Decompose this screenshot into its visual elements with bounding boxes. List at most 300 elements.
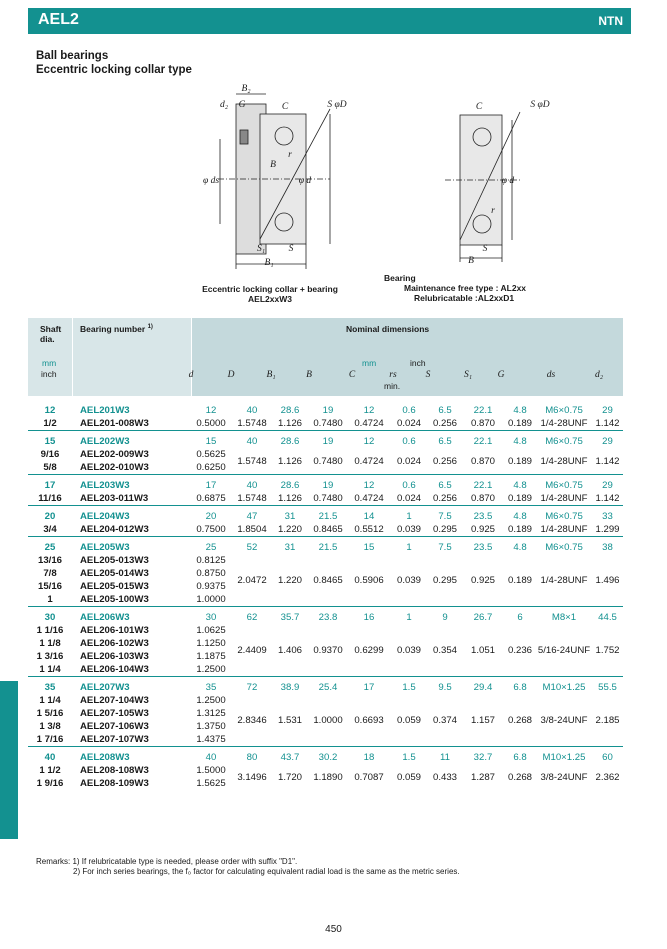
dim-d-cell: 1.3750 [196, 721, 226, 732]
dim-s1-cell: 23.5 [462, 506, 504, 524]
dim-g-cell: 0.189 [507, 455, 532, 467]
dim-d-cell: 1.1250 [196, 638, 226, 649]
rdiag-label-b: B [468, 256, 474, 266]
bearing-number-cell: AEL207-105W3 [80, 708, 149, 719]
shaft-dia-cell: 1 5/16 [36, 708, 64, 719]
table-row [28, 400, 623, 417]
shaft-dia-cell: 1 3/16 [36, 651, 64, 662]
dim-c-cell: 17 [348, 677, 390, 695]
shaft-dia-cell: 11/16 [38, 493, 62, 504]
bearing-number-cell: AEL207-106W3 [80, 721, 149, 732]
dim-b-cell: 21.5 [308, 506, 348, 524]
bearing-number-cell: AEL202-010W3 [80, 462, 149, 473]
table-row [28, 607, 623, 625]
hdr-shaft: Shaft [40, 324, 62, 334]
caption-left-line2: AEL2xxW3 [248, 294, 292, 304]
hdr-dia: dia. [40, 334, 55, 344]
dim-b-cell: 21.5 [308, 537, 348, 555]
dim-s-cell: 7.5 [428, 506, 462, 524]
dim-s-cell: 9 [428, 607, 462, 625]
bearing-number-cell: AEL208-109W3 [80, 778, 149, 789]
dim-ds-cell: 1/4-28UNF [540, 418, 588, 429]
dim-d-cell: 47 [232, 506, 272, 524]
table-row [28, 677, 623, 695]
caption-left-line1: Eccentric locking collar + bearing [202, 284, 338, 294]
bearing-number-cell: AEL205-014W3 [80, 568, 149, 579]
dim-b-cell: 0.8465 [313, 524, 343, 535]
col-ds: ds [546, 370, 556, 380]
dim-b-cell: 19 [322, 405, 334, 416]
dim-s-cell: 6.5 [438, 405, 452, 416]
shaft-dia-cell: 1 3/8 [39, 721, 61, 732]
dim-d2-cell: 29 [592, 431, 623, 449]
dim-d-cell: 1.2500 [196, 695, 226, 706]
diag-label-d2: d₂ [219, 100, 229, 110]
dim-ds-cell: 3/8-24UNF [540, 771, 588, 783]
dim-s-cell: 6.5 [428, 475, 462, 493]
dim-c-cell: 14 [348, 506, 390, 524]
dim-b1-cell: 1.531 [277, 714, 302, 726]
dim-b-cell: 25.4 [308, 677, 348, 695]
header-title: AEL2 [38, 11, 79, 28]
col-C: C [348, 370, 356, 380]
dim-g-cell: 4.8 [513, 405, 527, 416]
dim-ds-cell: M10×1.25 [536, 747, 592, 765]
dim-s1-cell: 0.870 [470, 493, 495, 504]
bearing-number-cell: AEL205-015W3 [80, 581, 149, 592]
dim-c-cell: 18 [348, 747, 390, 765]
rdiag-label-r: r [491, 206, 495, 216]
table-row [28, 624, 623, 637]
col-d: d [188, 370, 194, 380]
dim-d-cell: 1.0625 [196, 625, 226, 636]
col-S: S [425, 370, 431, 380]
dim-d-cell: 2.8346 [237, 714, 267, 726]
dim-ds-cell: 1/4-28UNF [540, 574, 588, 586]
dim-ds-cell: 3/8-24UNF [540, 714, 588, 726]
dim-s1-cell: 0.925 [470, 524, 495, 535]
dim-d-cell: 0.9375 [196, 581, 226, 592]
dim-c-cell: 15 [348, 537, 390, 555]
dim-b-cell: 1.0000 [313, 714, 343, 726]
table-row [28, 448, 623, 461]
bearing-number-cell: AEL203-011W3 [80, 493, 149, 504]
caption-left [190, 284, 350, 304]
dim-d-cell: 40 [232, 475, 272, 493]
diag-label-sd: S φD [327, 100, 347, 110]
dim-b1-cell: 31 [272, 537, 308, 555]
dim-ds-cell: 5/16-24UNF [537, 644, 591, 656]
dim-s1-cell: 22.1 [473, 405, 493, 416]
dim-s1-cell: 1.157 [470, 714, 495, 726]
dim-s-cell: 0.256 [432, 493, 457, 504]
table-header [28, 318, 623, 396]
caption-right-line1: Bearing [384, 273, 416, 283]
dim-d-cell: 0.7500 [196, 524, 226, 535]
dim-d-cell: 1.1875 [196, 651, 226, 662]
dim-rs-cell: 0.024 [396, 493, 421, 504]
dim-d2-cell: 33 [592, 506, 623, 524]
hdr-shaft-mm: mm [42, 358, 57, 368]
hdr-inch: inch [410, 358, 426, 368]
dim-b-cell: 19 [308, 431, 348, 449]
rdiag-label-sd: S φD [530, 100, 550, 110]
dim-ds-cell: 1/4-28UNF [540, 524, 588, 535]
dim-b1-cell: 35.7 [272, 607, 308, 625]
table-row [28, 492, 623, 506]
dim-ds-cell: M6×0.75 [536, 506, 592, 524]
dim-d-cell: 1.5748 [237, 493, 267, 504]
dim-s1-cell: 1.287 [470, 771, 495, 783]
subtitle-line1: Ball bearings [36, 50, 109, 62]
dim-s-cell: 9.5 [428, 677, 462, 695]
dim-d2-cell: 2.362 [595, 771, 620, 783]
remark-2: 2) For inch series bearings, the f₀ factor for calculating equivalent radial load is the same as the metric series. [73, 867, 460, 876]
bearing-number-cell: AEL207-104W3 [80, 695, 149, 706]
dim-b1-cell: 1.126 [277, 493, 302, 504]
dim-d-cell: 1.5748 [237, 455, 267, 467]
shaft-dia-cell: 1 1/16 [36, 625, 64, 636]
dim-rs-cell: 1.5 [390, 677, 428, 695]
dim-d-cell: 72 [232, 677, 272, 695]
dim-g-cell: 6 [504, 607, 536, 625]
dim-d2-cell: 1.142 [595, 455, 620, 467]
dim-g-cell: 4.8 [504, 506, 536, 524]
dim-s-cell: 0.256 [432, 418, 457, 429]
dim-b1-cell: 1.406 [277, 644, 302, 656]
dim-d-cell: 17 [190, 475, 232, 493]
dim-b-cell: 23.8 [308, 607, 348, 625]
dim-b-cell: 30.2 [308, 747, 348, 765]
dim-d-cell: 0.6875 [196, 493, 226, 504]
diag-label-d: φ d [298, 176, 312, 186]
remark-1: Remarks: 1) If relubricatable type is needed, please order with suffix "D1". [36, 857, 298, 866]
dim-g-cell: 0.189 [507, 493, 532, 504]
dim-s-cell: 11 [428, 747, 462, 765]
col-B1: B₁ [266, 370, 276, 380]
shaft-dia-cell: 9/16 [40, 449, 60, 460]
dim-b-cell: 0.8465 [313, 574, 343, 586]
shaft-dia-cell: 1 1/4 [39, 664, 61, 675]
shaft-dia-cell: 35 [28, 677, 72, 695]
dim-b-cell: 0.7480 [313, 418, 343, 429]
dim-rs-cell: 1.5 [390, 747, 428, 765]
dim-d2-cell: 1.142 [595, 418, 620, 429]
dim-c-cell: 12 [348, 431, 390, 449]
dim-ds-cell: M6×0.75 [545, 405, 583, 416]
dim-d-cell: 20 [190, 506, 232, 524]
dim-b1-cell: 1.220 [277, 524, 302, 535]
dim-d-cell: 0.8750 [196, 568, 226, 579]
dim-d-cell: 1.5000 [196, 765, 226, 776]
bearing-number-cell: AEL204-012W3 [80, 524, 149, 535]
diag-label-b: B [270, 160, 276, 170]
dim-ds-cell: 1/4-28UNF [540, 493, 588, 504]
dim-g-cell: 6.8 [504, 747, 536, 765]
shaft-dia-cell: 1 [47, 594, 53, 605]
dim-rs-cell: 0.059 [396, 771, 421, 783]
dim-s1-cell: 22.1 [462, 475, 504, 493]
shaft-dia-cell: 1 1/2 [39, 765, 61, 776]
dim-s1-cell: 29.4 [462, 677, 504, 695]
dim-d-cell: 1.2500 [196, 664, 226, 675]
dim-b-cell: 0.9370 [313, 644, 343, 656]
dim-rs-cell: 0.039 [396, 574, 421, 586]
table-row [28, 694, 623, 707]
dim-d2-cell: 1.752 [595, 644, 620, 656]
dim-c-cell: 0.4724 [354, 418, 384, 429]
dim-d2-cell: 1.142 [595, 493, 620, 504]
dim-b1-cell: 1.126 [277, 455, 302, 467]
bearing-number-cell: AEL205-100W3 [80, 594, 149, 605]
shaft-dia-cell: 12 [44, 405, 56, 416]
caption-right [384, 273, 564, 303]
dimensions-table [28, 400, 623, 790]
table-row [28, 764, 623, 777]
bearing-number-cell: AEL201-008W3 [80, 418, 149, 429]
dim-c-cell: 12 [348, 475, 390, 493]
bearing-number-cell: AEL206-104W3 [80, 664, 149, 675]
dim-s1-cell: 1.051 [470, 644, 495, 656]
dim-ds-cell: M6×0.75 [536, 537, 592, 555]
diag-label-b2: B₂ [241, 84, 251, 94]
dim-rs-cell: 0.039 [396, 524, 421, 535]
shaft-dia-cell: 1 9/16 [36, 778, 64, 789]
dim-d2-cell: 55.5 [592, 677, 623, 695]
dim-s1-cell: 23.5 [462, 537, 504, 555]
dim-d-cell: 80 [232, 747, 272, 765]
dim-g-cell: 4.8 [504, 431, 536, 449]
bearing-number-cell: AEL207-107W3 [80, 734, 149, 745]
dim-c-cell: 0.4724 [354, 493, 384, 504]
dim-rs-cell: 1 [390, 537, 428, 555]
dim-d-cell: 30 [190, 607, 232, 625]
dim-rs-cell: 0.039 [396, 644, 421, 656]
bearing-number-cell: AEL202W3 [72, 431, 190, 449]
dim-c-cell: 0.5512 [354, 524, 384, 535]
diag-label-b1: B₁ [264, 258, 274, 268]
col-rs-min: min. [384, 381, 401, 391]
dim-g-cell: 0.189 [507, 574, 532, 586]
dim-ds-cell: M10×1.25 [536, 677, 592, 695]
dim-g-cell: 0.236 [507, 644, 532, 656]
dim-s1-cell: 0.870 [470, 455, 495, 467]
dim-rs-cell: 0.059 [396, 714, 421, 726]
dim-d2-cell: 60 [592, 747, 623, 765]
dim-d2-cell: 1.496 [595, 574, 620, 586]
shaft-dia-cell: 30 [28, 607, 72, 625]
dim-rs-cell: 0.6 [390, 475, 428, 493]
bearing-number-cell: AEL206-103W3 [80, 651, 149, 662]
dim-d-cell: 40 [232, 431, 272, 449]
dim-s-cell: 7.5 [428, 537, 462, 555]
caption-right-line3: Relubricatable :AL2xxD1 [414, 293, 515, 303]
dim-g-cell: 0.189 [507, 418, 532, 429]
dim-b1-cell: 31 [272, 506, 308, 524]
diag-label-c: C [281, 102, 289, 112]
page-number: 450 [325, 924, 342, 935]
dim-d2-cell: 29 [602, 405, 613, 416]
col-G: G [497, 370, 505, 380]
dim-d-cell: 1.5625 [196, 778, 226, 789]
bearing-number-cell: AEL202-009W3 [80, 449, 149, 460]
shaft-dia-cell: 15 [28, 431, 72, 449]
bearing-number-cell: AEL207W3 [72, 677, 190, 695]
dim-d-cell: 62 [232, 607, 272, 625]
table-row [28, 475, 623, 493]
shaft-dia-cell: 1 1/8 [39, 638, 61, 649]
diag-label-r: r [288, 150, 292, 160]
dim-rs-cell: 0.6 [402, 405, 416, 416]
dim-ds-cell: 1/4-28UNF [540, 455, 588, 467]
dim-c-cell: 0.7087 [354, 771, 384, 783]
table-row [28, 417, 623, 431]
rdiag-label-s: S [482, 244, 488, 254]
dim-d-cell: 12 [205, 405, 217, 416]
dim-d-cell: 1.3125 [196, 708, 226, 719]
shaft-dia-cell: 15/16 [37, 581, 62, 592]
dim-rs-cell: 0.024 [396, 455, 421, 467]
dim-b1-cell: 28.6 [272, 431, 308, 449]
rdiag-label-c: C [475, 102, 483, 112]
hdr-bearing-number-text: Bearing number [80, 324, 146, 334]
hdr-mm: mm [362, 358, 377, 368]
dim-d-cell: 2.0472 [237, 574, 267, 586]
dim-rs-cell: 0.6 [390, 431, 428, 449]
shaft-dia-cell: 7/8 [43, 568, 57, 579]
dim-b1-cell: 1.220 [277, 574, 302, 586]
hdr-shaft-inch: inch [41, 369, 57, 379]
dim-s1-cell: 26.7 [462, 607, 504, 625]
dim-d-cell: 40 [190, 747, 232, 765]
diag-label-ds: φ ds [202, 176, 220, 186]
shaft-dia-cell: 17 [28, 475, 72, 493]
dim-s1-cell: 22.1 [462, 431, 504, 449]
hdr-nominal: Nominal dimensions [346, 324, 430, 334]
dim-s1-cell: 0.925 [470, 574, 495, 586]
diag-label-s: S [288, 244, 294, 254]
dim-g-cell: 4.8 [504, 475, 536, 493]
table-row [28, 506, 623, 524]
shaft-dia-cell: 3/4 [43, 524, 57, 535]
dim-d2-cell: 29 [592, 475, 623, 493]
dim-d2-cell: 1.299 [595, 524, 620, 535]
hdr-bearing-note: 1) [147, 324, 153, 331]
table-row [28, 537, 623, 555]
dim-d-cell: 1.5748 [237, 418, 267, 429]
bearing-number-cell: AEL205-013W3 [80, 555, 149, 566]
dim-c-cell: 12 [363, 405, 375, 416]
shaft-dia-cell: 1 1/4 [39, 695, 61, 706]
dim-d-cell: 25 [190, 537, 232, 555]
dim-s-cell: 0.295 [432, 524, 457, 535]
bearing-number-cell: AEL208W3 [72, 747, 190, 765]
dim-ds-cell: M6×0.75 [536, 475, 592, 493]
dim-d2-cell: 44.5 [592, 607, 623, 625]
dim-ds-cell: M6×0.75 [536, 431, 592, 449]
dim-d2-cell: 2.185 [595, 714, 620, 726]
shaft-dia-cell: 25 [28, 537, 72, 555]
caption-right-line2: Maintenance free type : AL2xx [404, 283, 527, 293]
table-row [28, 747, 623, 765]
dim-s1-cell: 32.7 [462, 747, 504, 765]
dim-d-cell: 3.1496 [237, 771, 267, 783]
dim-b1-cell: 1.720 [277, 771, 302, 783]
bearing-number-cell: AEL206-101W3 [80, 625, 149, 636]
subtitle-line2: Eccentric locking collar type [36, 64, 192, 76]
bearing-number-cell: AEL205W3 [72, 537, 190, 555]
dim-d-cell: 1.8504 [237, 524, 267, 535]
header-brand: NTN [598, 14, 623, 28]
shaft-dia-cell: 1 7/16 [36, 734, 64, 745]
dim-rs-cell: 1 [390, 506, 428, 524]
dim-d2-cell: 38 [592, 537, 623, 555]
dim-rs-cell: 0.024 [396, 418, 421, 429]
dim-s-cell: 0.374 [432, 714, 457, 726]
dim-s-cell: 0.433 [432, 771, 457, 783]
dim-c-cell: 0.6693 [354, 714, 384, 726]
dim-g-cell: 0.189 [507, 524, 532, 535]
col-B: B [306, 370, 312, 380]
table-row [28, 523, 623, 537]
dim-g-cell: 0.268 [507, 771, 532, 783]
dim-s-cell: 0.354 [432, 644, 457, 656]
col-rs: rs [389, 370, 397, 380]
bearing-number-cell: AEL201W3 [80, 405, 130, 416]
dim-s-cell: 0.256 [432, 455, 457, 467]
dim-d-cell: 0.5000 [196, 418, 226, 429]
dim-ds-cell: M8×1 [536, 607, 592, 625]
shaft-dia-cell: 13/16 [37, 555, 62, 566]
dim-d-cell: 52 [232, 537, 272, 555]
dim-s-cell: 0.295 [432, 574, 457, 586]
dim-d-cell: 1.4375 [196, 734, 226, 745]
dim-c-cell: 0.4724 [354, 455, 384, 467]
dim-d-cell: 35 [190, 677, 232, 695]
col-D: D [227, 370, 235, 380]
dim-d-cell: 0.5625 [196, 449, 226, 460]
side-tab [0, 681, 18, 839]
page-header [28, 8, 631, 34]
dim-b1-cell: 1.126 [277, 418, 302, 429]
bearing-number-cell: AEL206W3 [72, 607, 190, 625]
shaft-dia-cell: 20 [28, 506, 72, 524]
bearing-number-cell: AEL208-108W3 [80, 765, 149, 776]
dim-b1-cell: 38.9 [272, 677, 308, 695]
diag-label-s1: S₁ [256, 244, 266, 254]
dim-b-cell: 1.1890 [313, 771, 343, 783]
dim-b-cell: 19 [308, 475, 348, 493]
dim-d-cell: 1.0000 [196, 594, 226, 605]
col-S1: S₁ [463, 370, 473, 380]
dim-s1-cell: 0.870 [470, 418, 495, 429]
dim-g-cell: 6.8 [504, 677, 536, 695]
dim-d-cell: 40 [246, 405, 258, 416]
shaft-dia-cell: 1/2 [43, 418, 57, 429]
dim-d-cell: 0.6250 [196, 462, 226, 473]
table-row [28, 554, 623, 567]
shaft-dia-cell: 5/8 [43, 462, 57, 473]
rdiag-label-d: φ d [501, 176, 515, 186]
dim-rs-cell: 1 [390, 607, 428, 625]
dim-b-cell: 0.7480 [313, 493, 343, 504]
dim-b1-cell: 28.6 [280, 405, 300, 416]
dim-c-cell: 0.6299 [354, 644, 384, 656]
dim-c-cell: 0.5906 [354, 574, 384, 586]
dim-d-cell: 2.4409 [237, 644, 267, 656]
table-row [28, 431, 623, 449]
dim-b1-cell: 43.7 [272, 747, 308, 765]
